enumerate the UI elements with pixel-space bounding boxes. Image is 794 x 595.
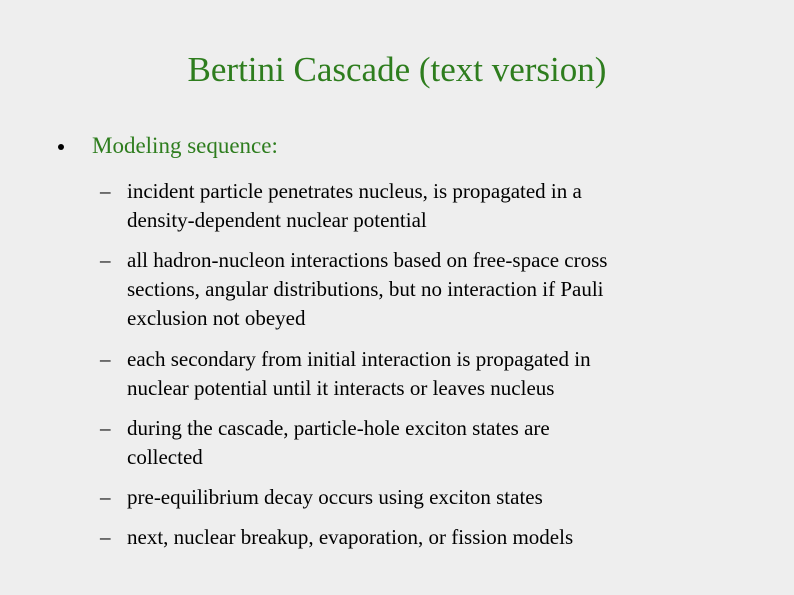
sub-bullet-line: incident particle penetrates nucleus, is propagated in a xyxy=(127,179,582,203)
sub-bullet-line: sections, angular distributions, but no interaction if Pauli xyxy=(127,277,604,301)
sub-bullet-text xyxy=(127,177,730,235)
sub-bullet-text xyxy=(127,414,730,472)
sub-bullet-line: next, nuclear breakup, evaporation, or fission models xyxy=(127,525,574,549)
sub-bullet-line: during the cascade, particle-hole exciton states are xyxy=(127,416,550,440)
dash-icon: – xyxy=(100,485,111,509)
dash-icon: – xyxy=(100,416,111,440)
sub-bullet-text xyxy=(127,345,730,403)
sub-bullet-line: pre-equilibrium decay occurs using exciton states xyxy=(127,485,543,509)
sub-bullet-line: exclusion not obeyed xyxy=(127,306,306,330)
sub-bullet-line: all hadron-nucleon interactions based on free-space cross xyxy=(127,248,608,272)
sub-bullet-text xyxy=(127,483,730,512)
sub-bullet-line: collected xyxy=(127,445,203,469)
dash-icon: – xyxy=(100,525,111,549)
sub-bullet-line: density-dependent nuclear potential xyxy=(127,208,427,232)
main-bullet-label: Modeling sequence: xyxy=(92,133,278,158)
sub-bullet-text xyxy=(127,246,730,333)
bullet-dot-icon xyxy=(58,144,64,150)
dash-icon: – xyxy=(100,179,111,203)
sub-bullet-line: each secondary from initial interaction is propagated in xyxy=(127,347,591,371)
slide-title: Bertini Cascade (text version) xyxy=(187,50,607,89)
sub-bullet-text xyxy=(127,523,730,552)
dash-icon: – xyxy=(100,248,111,272)
dash-icon: – xyxy=(100,347,111,371)
sub-bullet-line: nuclear potential until it interacts or leaves nucleus xyxy=(127,376,555,400)
